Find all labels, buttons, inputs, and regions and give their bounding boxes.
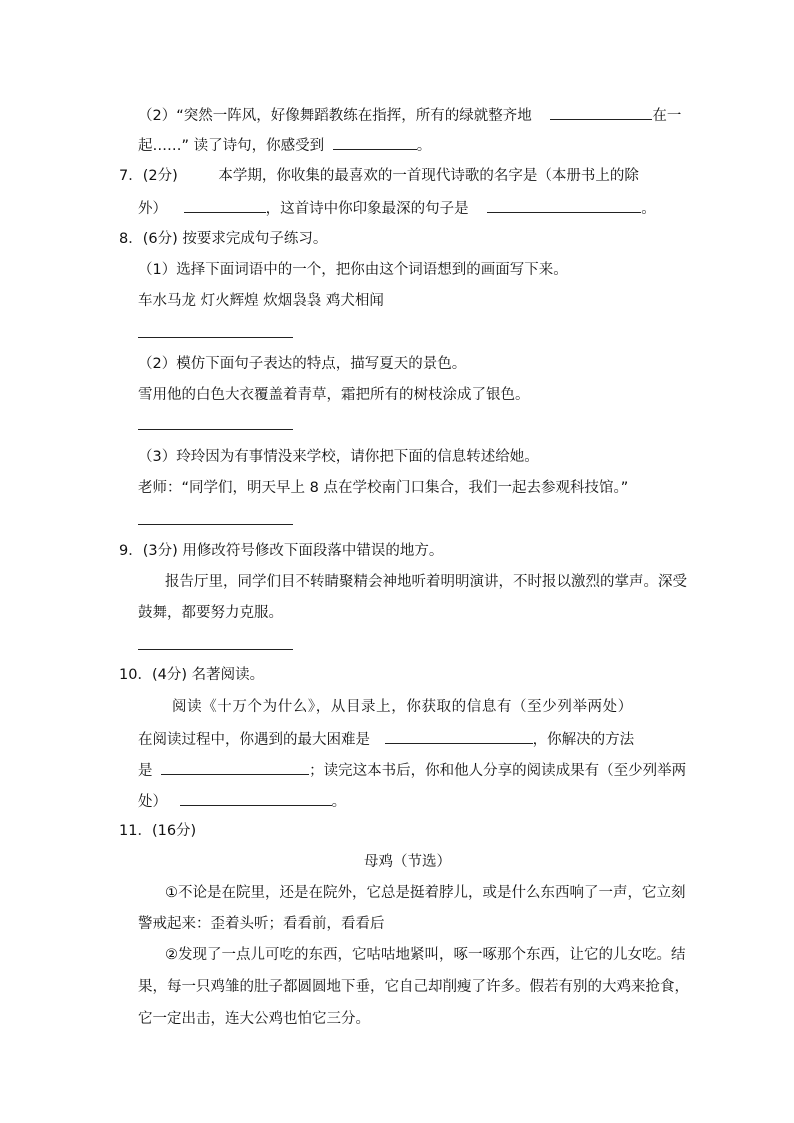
q7-blank-2[interactable] [487,197,641,213]
q9-para-line1: 报告厅里，同学们目不转睛聚精会神地听着明明演讲，不时报以激烈的掌声。深受 [165,574,687,590]
passage-title: 母鸡（节选） [364,854,451,870]
q11-heading: 11．(16分) [119,823,197,839]
q9-para-line2: 鼓舞，都要努力克服。 [138,605,283,621]
passage-p2-line1: ②发现了一点儿可吃的东西，它咕咕地紧叫，啄一啄那个东西，让它的儿女吃。结 [165,947,686,963]
passage-p1-line1: ①不论是在院里，还是在院外，它总是挺着脖儿，或是什么东西响了一声，它立刻 [165,885,686,901]
passage-p2-line2: 果，每一只鸡雏的肚子都圆圆地下垂，它自己却削瘦了许多。假若有别的大鸡来抢食， [138,979,689,995]
q8-answer-line-2[interactable] [138,429,293,430]
q8-sub1: （1）选择下面词语中的一个，把你由这个词语想到的画面写下来。 [138,262,568,278]
q6-sub2-text-end: 在一 [652,108,682,124]
q6-sub2-period: 。 [416,138,432,154]
q8-sentence: 雪用他的白色大衣覆盖着青草，霜把所有的树枝涂成了银色。 [138,387,530,403]
q10-line4-period: 。 [331,794,347,810]
q10-line3-start: 是 [138,763,153,779]
q7-text-c: ，这首诗中你印象最深的句子是 [265,201,469,217]
q7-line1 [119,166,639,186]
q10-blank-1[interactable] [385,728,533,744]
passage-p2-line3: 它一定出击，连大公鸡也怕它三分。 [138,1011,370,1027]
q7-text: 本学期，你收集的最喜欢的一首现代诗歌的名字是（本册书上的除 [218,168,639,184]
q10-line3 [138,759,686,781]
q6-sub2-text-c: 起……” 读了诗句，你感受到 [138,138,325,154]
q7-text-b: 外） [138,201,167,217]
q8-sub3: （3）玲玲因为有事情没来学校，请你把下面的信息转述给她。 [138,449,539,465]
q10-line4 [138,790,346,812]
q10-line2-end: ，你解决的方法 [532,732,635,748]
passage-p1-line2: 警戒起来：歪着头听；看看前，看看后 [138,916,385,932]
q8-words: 车水马龙 灯火辉煌 炊烟袅袅 鸡犬相闻 [138,293,384,309]
q10-heading: 10．(4分) 名著阅读。 [119,667,265,683]
q10-line4-start: 处） [138,794,167,810]
q6-blank-1[interactable] [550,104,652,120]
q10-line1: 阅读《十万个为什么》，从目录上，你获取的信息有（至少列举两处） [172,699,633,715]
q10-blank-2[interactable] [161,759,309,775]
q8-sub2: （2）模仿下面句子表达的特点，描写夏天的景色。 [138,356,467,372]
q7-period: 。 [641,201,656,217]
q6-sub2-text: （2）“突然一阵风，好像舞蹈教练在指挥，所有的绿就整齐地 [138,108,532,124]
q6-sub2-line2 [138,134,431,156]
q7-blank-1[interactable] [184,197,266,213]
q6-sub2-line1 [138,104,681,126]
q8-answer-line-1[interactable] [138,337,293,338]
q9-answer-line[interactable] [138,649,293,650]
q10-line2-text: 在阅读过程中，你遇到的最大困难是 [138,732,370,748]
q7-line2 [138,197,656,219]
q8-teacher: 老师：“同学们，明天早上 8 点在学校南门口集合，我们一起去参观科技馆。” [138,480,629,496]
q8-answer-line-3[interactable] [138,524,293,525]
q6-blank-2[interactable] [333,134,417,150]
q9-heading: 9．(3分) 用修改符号修改下面段落中错误的地方。 [119,543,444,559]
q7-number: 7．(2分) [119,168,178,184]
q8-heading: 8．(6分) 按要求完成句子练习。 [119,231,328,247]
q10-line2 [138,728,634,750]
q10-blank-3[interactable] [180,790,332,806]
q10-line3-text: ；读完这本书后，你和他人分享的阅读成果有（至少列举两 [309,763,687,779]
